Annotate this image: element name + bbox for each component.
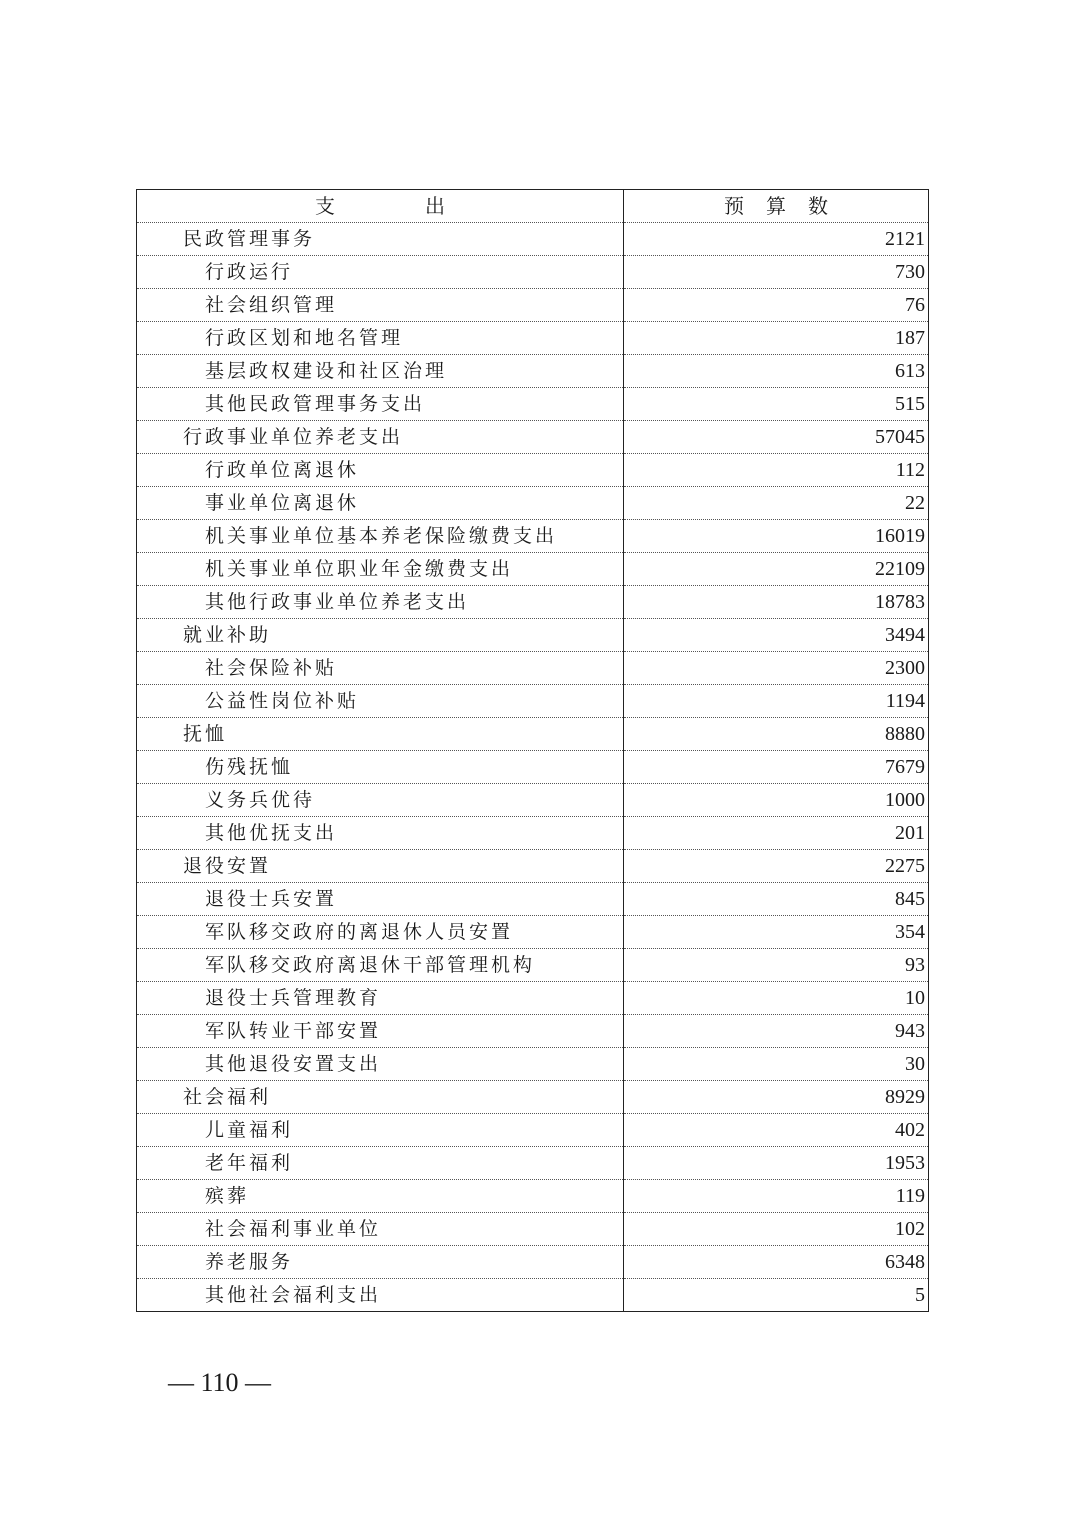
budget-amount: 1000	[624, 784, 929, 817]
budget-amount: 3494	[624, 619, 929, 652]
table-header-row	[137, 190, 929, 223]
item-name: 其他优抚支出	[137, 817, 624, 850]
table-row	[137, 685, 929, 718]
budget-amount: 119	[624, 1180, 929, 1213]
category-name: 民政管理事务	[137, 223, 624, 256]
budget-amount: 515	[624, 388, 929, 421]
item-name: 机关事业单位基本养老保险缴费支出	[137, 520, 624, 553]
table-row	[137, 1015, 929, 1048]
item-name: 基层政权建设和社区治理	[137, 355, 624, 388]
budget-amount: 354	[624, 916, 929, 949]
budget-amount: 201	[624, 817, 929, 850]
budget-amount: 7679	[624, 751, 929, 784]
budget-amount: 93	[624, 949, 929, 982]
table-row	[137, 1246, 929, 1279]
item-name: 公益性岗位补贴	[137, 685, 624, 718]
budget-amount: 5	[624, 1279, 929, 1312]
category-name: 行政事业单位养老支出	[137, 421, 624, 454]
budget-amount: 2121	[624, 223, 929, 256]
item-name: 义务兵优待	[137, 784, 624, 817]
table-row	[137, 586, 929, 619]
item-name: 退役士兵管理教育	[137, 982, 624, 1015]
item-name: 军队移交政府的离退休人员安置	[137, 916, 624, 949]
budget-amount: 8929	[624, 1081, 929, 1114]
item-name: 社会福利事业单位	[137, 1213, 624, 1246]
table-row	[137, 1081, 929, 1114]
table-row	[137, 751, 929, 784]
budget-amount: 18783	[624, 586, 929, 619]
item-name: 行政单位离退休	[137, 454, 624, 487]
item-name: 其他社会福利支出	[137, 1279, 624, 1312]
budget-amount: 613	[624, 355, 929, 388]
table-row	[137, 388, 929, 421]
table-row	[137, 1147, 929, 1180]
budget-amount: 2275	[624, 850, 929, 883]
table-row	[137, 289, 929, 322]
item-name: 社会保险补贴	[137, 652, 624, 685]
budget-amount: 30	[624, 1048, 929, 1081]
item-name: 殡葬	[137, 1180, 624, 1213]
item-name: 行政运行	[137, 256, 624, 289]
table-row	[137, 883, 929, 916]
budget-amount: 1953	[624, 1147, 929, 1180]
item-name: 社会组织管理	[137, 289, 624, 322]
table-row	[137, 652, 929, 685]
budget-amount: 402	[624, 1114, 929, 1147]
item-name: 事业单位离退休	[137, 487, 624, 520]
budget-amount: 16019	[624, 520, 929, 553]
budget-amount: 57045	[624, 421, 929, 454]
table-row	[137, 223, 929, 256]
table-row	[137, 520, 929, 553]
table-row	[137, 1279, 929, 1312]
table-row	[137, 850, 929, 883]
item-name: 军队移交政府离退休干部管理机构	[137, 949, 624, 982]
item-name: 其他民政管理事务支出	[137, 388, 624, 421]
budget-amount: 22	[624, 487, 929, 520]
item-name: 儿童福利	[137, 1114, 624, 1147]
table-row	[137, 553, 929, 586]
table-body	[137, 223, 929, 1312]
table-row	[137, 982, 929, 1015]
item-name: 行政区划和地名管理	[137, 322, 624, 355]
budget-amount: 112	[624, 454, 929, 487]
category-name: 就业补助	[137, 619, 624, 652]
table-row	[137, 355, 929, 388]
header-budget: 预算数	[624, 190, 929, 223]
item-name: 退役士兵安置	[137, 883, 624, 916]
table-row	[137, 256, 929, 289]
item-name: 军队转业干部安置	[137, 1015, 624, 1048]
budget-amount: 76	[624, 289, 929, 322]
budget-amount: 6348	[624, 1246, 929, 1279]
category-name: 抚恤	[137, 718, 624, 751]
table-row	[137, 487, 929, 520]
item-name: 伤残抚恤	[137, 751, 624, 784]
item-name: 老年福利	[137, 1147, 624, 1180]
table-row	[137, 322, 929, 355]
budget-amount: 730	[624, 256, 929, 289]
budget-amount: 22109	[624, 553, 929, 586]
item-name: 其他行政事业单位养老支出	[137, 586, 624, 619]
table-row	[137, 817, 929, 850]
table-row	[137, 916, 929, 949]
table-row	[137, 421, 929, 454]
table-row	[137, 784, 929, 817]
item-name: 机关事业单位职业年金缴费支出	[137, 553, 624, 586]
table-row	[137, 1048, 929, 1081]
budget-amount: 845	[624, 883, 929, 916]
budget-amount: 8880	[624, 718, 929, 751]
table-row	[137, 718, 929, 751]
table-row	[137, 619, 929, 652]
item-name: 养老服务	[137, 1246, 624, 1279]
table-row	[137, 1213, 929, 1246]
table-row	[137, 1114, 929, 1147]
category-name: 退役安置	[137, 850, 624, 883]
budget-amount: 10	[624, 982, 929, 1015]
budget-amount: 1194	[624, 685, 929, 718]
header-expense: 支出	[137, 190, 624, 223]
item-name: 其他退役安置支出	[137, 1048, 624, 1081]
budget-amount: 187	[624, 322, 929, 355]
budget-amount: 102	[624, 1213, 929, 1246]
category-name: 社会福利	[137, 1081, 624, 1114]
table-row	[137, 1180, 929, 1213]
page-number: — 110 —	[168, 1368, 272, 1397]
budget-table	[136, 189, 929, 1312]
budget-amount: 2300	[624, 652, 929, 685]
table-row	[137, 949, 929, 982]
budget-amount: 943	[624, 1015, 929, 1048]
table-row	[137, 454, 929, 487]
